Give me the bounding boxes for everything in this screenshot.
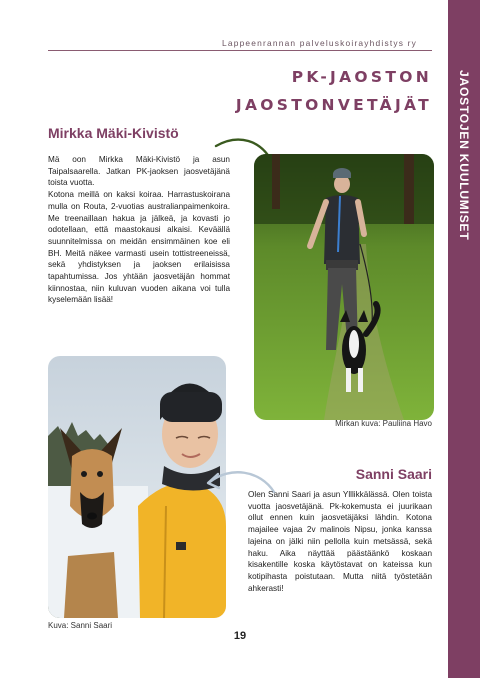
header-divider (48, 50, 432, 51)
page-number: 19 (233, 630, 247, 642)
section-label: JAOSTOJEN KUULUMISET (457, 70, 471, 241)
photo1-caption: Mirkan kuva: Pauliina Havo (335, 419, 432, 428)
photo2-caption: Kuva: Sanni Saari (48, 621, 113, 630)
person1-bio: Mä oon Mirkka Mäki-Kivistö ja asun Taipalsaarella. Jatkan PK-jaoksen jaosvetäjänä toista vuotta. Kotona meillä on kaksi koiraa. Harrastuskoirana mulla on Routa, 2-vuotias australianpaimenkoira. Me treenaillaan hakua ja jälkeä, ja kovasti jo odotellaan, että maastokausi alkaisi. Keväällä suunnitelmissa on meidän ensimmäinen koe eli BH. Meitä näkee varmasti usein tottistreeneissä, sekä yhdistyksen ja jaoksen erilaisissa tapahtumissa. Jos yhtään jaosvetäjän hommat kiinnostaa, niin kuluvan vuoden aikana voi tulla kyselemään lisää! (48, 155, 230, 305)
photo-mirkka (254, 154, 434, 420)
person2-name: Sanni Saari (355, 466, 432, 482)
person2-bio: Olen Sanni Saari ja asun Ylllikkälässä. Olen toista vuotta jaosvetäjänä. Pk-kokemusta ei juurikaan ollut ennen kuin jaosvetäjäksi lähdin. Kotona majailee vajaa 2v malinois Nipsu, jonka kanssa lajeina on jälki niin pellolla kuin metsässä, sekä haku. Aika näyttää päästäänkö koskaan kisakentille koska käytöstavat on kateissa kun kotipihasta poistutaan. Mutta niitä työstetään ahkerasti! (248, 490, 432, 593)
page-title-line-2: JAOSTONVETÄJÄT (235, 96, 432, 114)
page-title-line-1: PK-JAOSTON (291, 68, 432, 86)
organization-name: Lappeenrannan palveluskoirayhdistys ry (222, 38, 418, 48)
person1-name: Mirkka Mäki-Kivistö (48, 125, 179, 141)
